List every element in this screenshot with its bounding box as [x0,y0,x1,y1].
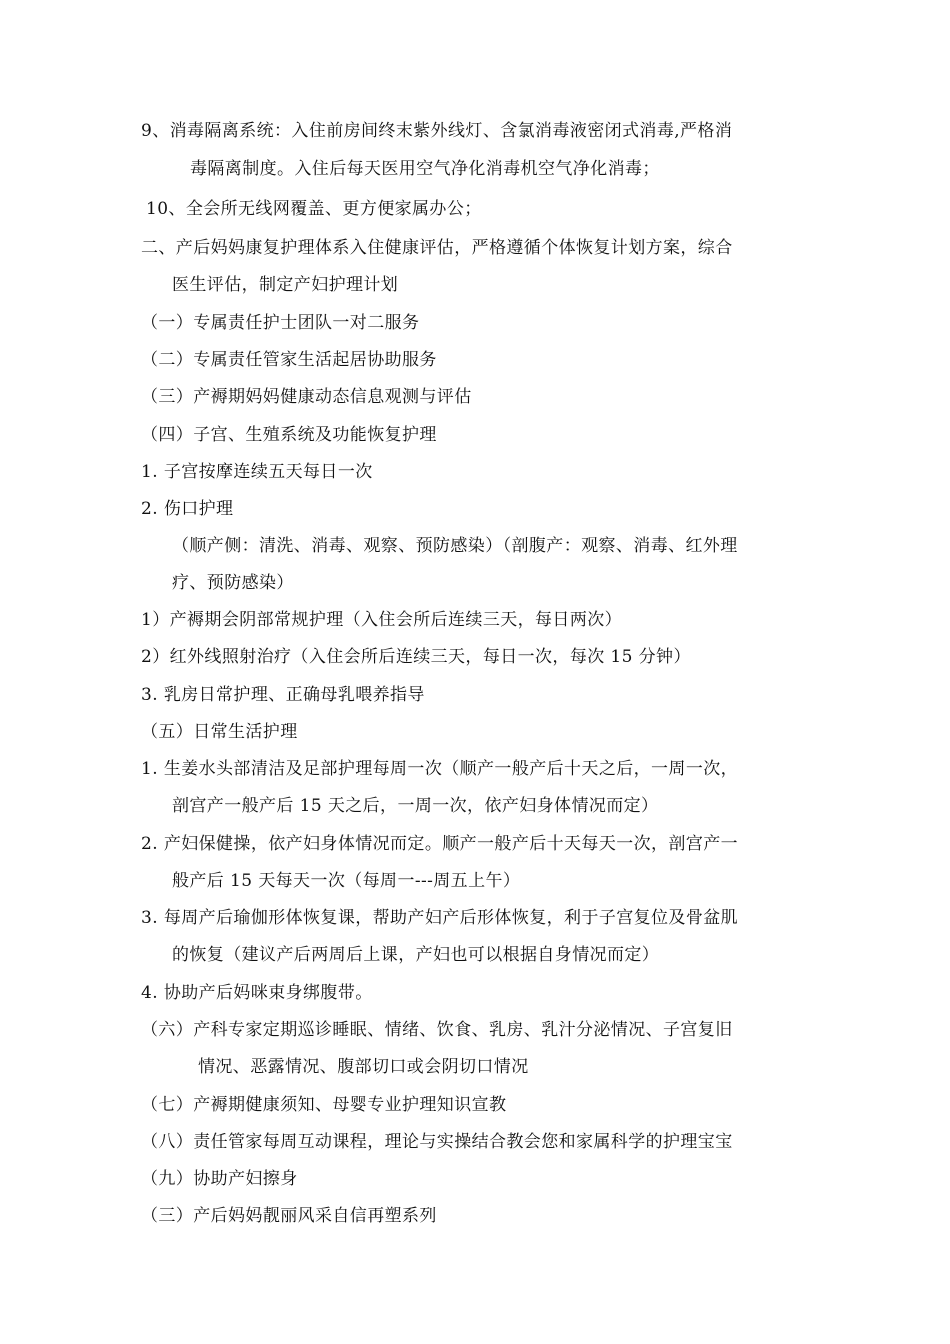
text-line: 2. 产妇保健操，依产妇身体情况而定。顺产一般产后十天每天一次，剖宫产一 [141,834,739,854]
text-line: （顺产侧：清洗、消毒、观察、预防感染）（剖腹产：观察、消毒、红外理 [172,536,738,556]
text-line: （五）日常生活护理 [141,722,298,742]
text-line: 的恢复（建议产后两周后上课，产妇也可以根据自身情况而定） [172,945,660,965]
text-line: 2. 伤口护理 [141,499,234,519]
text-line: （九）协助产妇擦身 [141,1169,298,1189]
text-line: 1. 生姜水头部清洁及足部护理每周一次（顺产一般产后十天之后，一周一次， [141,759,739,779]
text-line: 3. 乳房日常护理、正确母乳喂养指导 [141,685,425,705]
text-line: 疗、预防感染） [172,573,294,593]
text-line: 剖宫产一般产后 15 天之后，一周一次，依产妇身体情况而定） [172,796,659,816]
text-line: 般产后 15 天每天一次（每周一---周五上午） [172,871,521,891]
text-line: （二）专属责任管家生活起居协助服务 [141,350,437,370]
text-line: 1. 子宫按摩连续五天每日一次 [141,462,373,482]
text-line: （四）子宫、生殖系统及功能恢复护理 [141,425,437,445]
text-line: 3. 每周产后瑜伽形体恢复课，帮助产妇产后形体恢复，利于子宫复位及骨盆肌 [141,908,739,928]
text-line: 10、全会所无线网覆盖、更方便家属办公； [146,199,482,219]
text-line: （一）专属责任护士团队一对二服务 [141,313,420,333]
text-line: 2）红外线照射治疗（入住会所后连续三天，每日一次，每次 15 分钟） [141,647,691,667]
text-line: （三）产褥期妈妈健康动态信息观测与评估 [141,387,472,407]
text-line: 二、产后妈妈康复护理体系入住健康评估，严格遵循个体恢复计划方案，综合 [141,238,733,258]
text-line: （三）产后妈妈靓丽风采自信再塑系列 [141,1206,437,1226]
text-line: 毒隔离制度。入住后每天医用空气净化消毒机空气净化消毒； [190,159,660,179]
text-line: 1）产褥期会阴部常规护理（入住会所后连续三天，每日两次） [141,610,623,630]
text-line: （七）产褥期健康须知、母婴专业护理知识宣教 [141,1095,507,1115]
text-line: 4. 协助产后妈咪束身绑腹带。 [141,983,373,1003]
text-line: （八）责任管家每周互动课程，理论与实操结合教会您和家属科学的护理宝宝 [141,1132,733,1152]
text-line: （六）产科专家定期巡诊睡眠、情绪、饮食、乳房、乳汁分泌情况、子宫复旧 [141,1020,733,1040]
text-line: 医生评估，制定产妇护理计划 [172,275,399,295]
text-line: 情况、恶露情况、腹部切口或会阴切口情况 [198,1057,529,1077]
text-line: 9、消毒隔离系统：入住前房间终末紫外线灯、含氯消毒液密闭式消毒,严格消 [141,121,733,141]
